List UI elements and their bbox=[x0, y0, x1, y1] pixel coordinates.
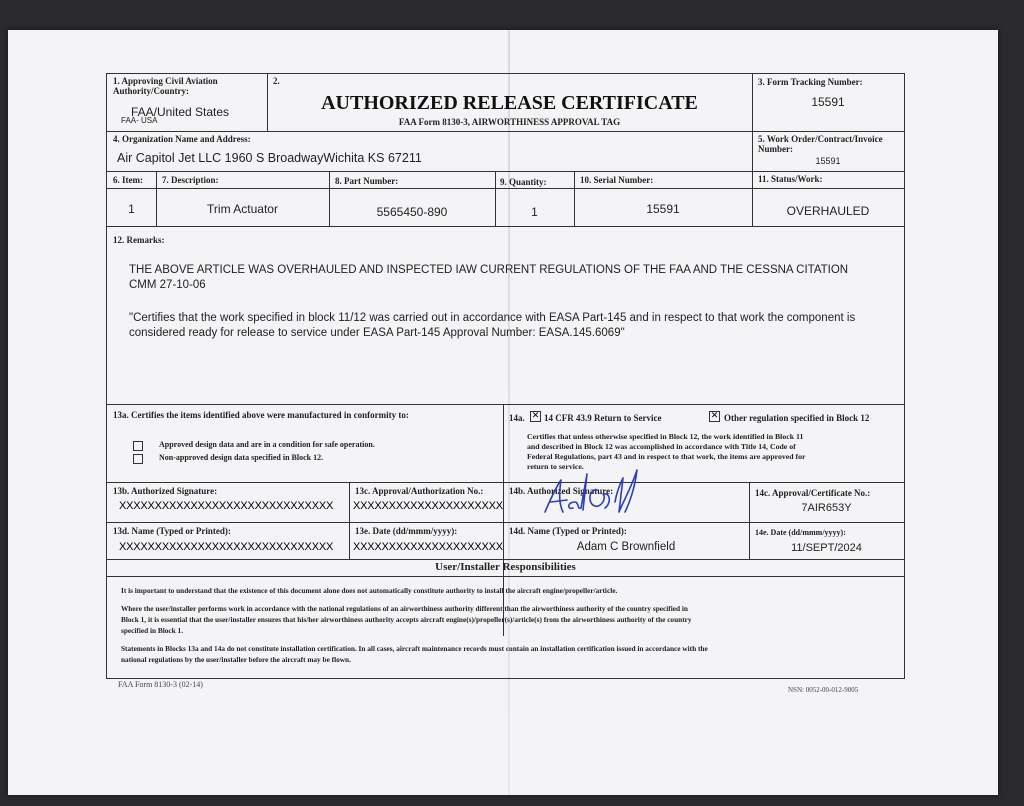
responsibilities-p2c: specified in Block 1. bbox=[121, 626, 184, 635]
header-part-number: 8. Part Number: bbox=[335, 176, 399, 186]
form-title: AUTHORIZED RELEASE CERTIFICATE bbox=[321, 92, 698, 114]
nsn-footer: NSN: 0052-00-012-9005 bbox=[788, 686, 859, 694]
responsibilities-p3b: national regulations by the user/installer before the aircraft may be flown. bbox=[121, 655, 351, 664]
value-status-work: OVERHAULED bbox=[786, 204, 870, 218]
responsibilities-p2b: Block 1, it is essential that the user/installer ensures that his/her airworthiness authority accepts aircraft engine(s)/propeller(s)/article(s) from the airworthiness authority of the country bbox=[121, 615, 692, 624]
header-description: 7. Description: bbox=[162, 175, 219, 185]
remarks-line-2: CMM 27-10-06 bbox=[129, 279, 206, 291]
block13e-label: 13e. Date (dd/mmm/yyyy): bbox=[355, 526, 458, 536]
block13c-value: XXXXXXXXXXXXXXXXXXXXX bbox=[353, 500, 503, 512]
cert-line-3: Federal Regulations, part 43 and in respect to that work, the items are approved for bbox=[527, 452, 806, 461]
block1-label: 1. Approving Civil Aviation Authority/Country: bbox=[113, 76, 218, 97]
block14e-label: 14e. Date (dd/mmm/yyyy): bbox=[755, 528, 846, 537]
block13b-value: XXXXXXXXXXXXXXXXXXXXXXXXXXXXXX bbox=[119, 500, 334, 512]
cert-line-2: and described in Block 12 was accomplished in accordance with Title 14, Code of bbox=[527, 442, 796, 451]
block14a-label: 14a. bbox=[509, 413, 525, 423]
block12-label: 12. Remarks: bbox=[113, 235, 165, 245]
block13d-label: 13d. Name (Typed or Printed): bbox=[113, 526, 231, 536]
responsibilities-p3a: Statements in Blocks 13a and 14a do not constitute installation certification. In all cases, aircraft maintenance records must contain an installation certification issued in accordance with the bbox=[121, 644, 708, 653]
organization-address: Air Capitol Jet LLC 1960 S BroadwayWichita KS 67211 bbox=[117, 151, 422, 165]
cert-line-1: Certifies that unless otherwise specified in Block 12, the work identified in Block 11 bbox=[527, 432, 804, 441]
cfr-43-9-text: 14 CFR 43.9 Return to Service bbox=[544, 413, 662, 423]
header-status-work: 11. Status/Work: bbox=[758, 174, 823, 184]
form-subtitle: FAA Form 8130-3, AIRWORTHINESS APPROVAL TAG bbox=[398, 117, 621, 127]
certificate-paper bbox=[8, 30, 998, 795]
block13d-value: XXXXXXXXXXXXXXXXXXXXXXXXXXXXXX bbox=[119, 541, 334, 553]
block1-value: FAA/United States bbox=[131, 105, 230, 119]
block13e-value: XXXXXXXXXXXXXXXXXXXXX bbox=[353, 541, 503, 553]
block14d-label: 14d. Name (Typed or Printed): bbox=[509, 526, 627, 536]
block3-value: 15591 bbox=[811, 95, 845, 109]
value-item: 1 bbox=[128, 202, 135, 216]
cert-line-4: return to service. bbox=[527, 462, 584, 471]
form-number-footer: FAA Form 8130-3 (02-14) bbox=[118, 680, 203, 689]
header-serial-number: 10. Serial Number: bbox=[580, 175, 654, 185]
responsibilities-p1: It is important to understand that the existence of this document alone does not automatically constitute authority to install the aircraft engine/propeller/article. bbox=[121, 586, 618, 595]
block4-label: 4. Organization Name and Address: bbox=[113, 134, 251, 144]
cfr-43-9-checkbox-checked[interactable]: ✕ bbox=[531, 411, 540, 421]
value-part-number: 5565450-890 bbox=[376, 205, 448, 219]
block5-label: 5. Work Order/Contract/Invoice Number: bbox=[758, 134, 883, 155]
approved-design-checkbox[interactable] bbox=[133, 441, 143, 451]
block2-label: 2. bbox=[273, 76, 280, 86]
other-regulation-checkbox-checked[interactable]: ✕ bbox=[710, 411, 719, 421]
remarks-line-3: "Certifies that the work specified in block 11/12 was carried out in accordance with EASA Part-145 and in respect to that work the component is bbox=[129, 312, 856, 324]
block1-sub: FAA- USA bbox=[121, 116, 158, 125]
remarks-line-1: THE ABOVE ARTICLE WAS OVERHAULED AND INSPECTED IAW CURRENT REGULATIONS OF THE FAA AND THE CESSNA CITATION bbox=[129, 264, 849, 276]
value-description: Trim Actuator bbox=[207, 202, 278, 216]
responsibilities-p2a: Where the user/installer performs work in accordance with the national regulations of an airworthiness authority different than the airworthiness authority of the country specified in bbox=[121, 604, 688, 613]
remarks-line-4: considered ready for release to service under EASA Part-145 Approval Number: EASA.145.6069" bbox=[129, 327, 625, 339]
block14e-value: 11/SEPT/2024 bbox=[791, 542, 862, 554]
block14b-label: 14b. Authorized Signature: bbox=[509, 486, 614, 496]
non-approved-design-text: Non-approved design data specified in Block 12. bbox=[159, 453, 324, 462]
approved-design-text: Approved design data and are in a condition for safe operation. bbox=[159, 440, 375, 449]
handwritten-signature bbox=[537, 468, 667, 524]
block13a-label: 13a. Certifies the items identified above were manufactured in conformity to: bbox=[113, 410, 409, 420]
form-8130-3 bbox=[106, 73, 905, 679]
responsibilities-title: User/Installer Responsibilities bbox=[435, 561, 576, 573]
value-quantity: 1 bbox=[531, 205, 538, 219]
block14c-value: 7AIR653Y bbox=[801, 502, 852, 514]
block14d-value: Adam C Brownfield bbox=[576, 541, 676, 553]
block14c-label: 14c. Approval/Certificate No.: bbox=[755, 488, 871, 498]
block13c-label: 13c. Approval/Authorization No.: bbox=[355, 486, 484, 496]
header-quantity: 9. Quantity: bbox=[500, 177, 547, 187]
header-item: 6. Item: bbox=[113, 175, 143, 185]
other-regulation-text: Other regulation specified in Block 12 bbox=[724, 413, 870, 423]
non-approved-design-checkbox[interactable] bbox=[133, 454, 143, 464]
value-serial-number: 15591 bbox=[646, 202, 680, 216]
block5-value: 15591 bbox=[815, 156, 841, 166]
block3-label: 3. Form Tracking Number: bbox=[758, 77, 863, 87]
block13b-label: 13b. Authorized Signature: bbox=[113, 486, 218, 496]
